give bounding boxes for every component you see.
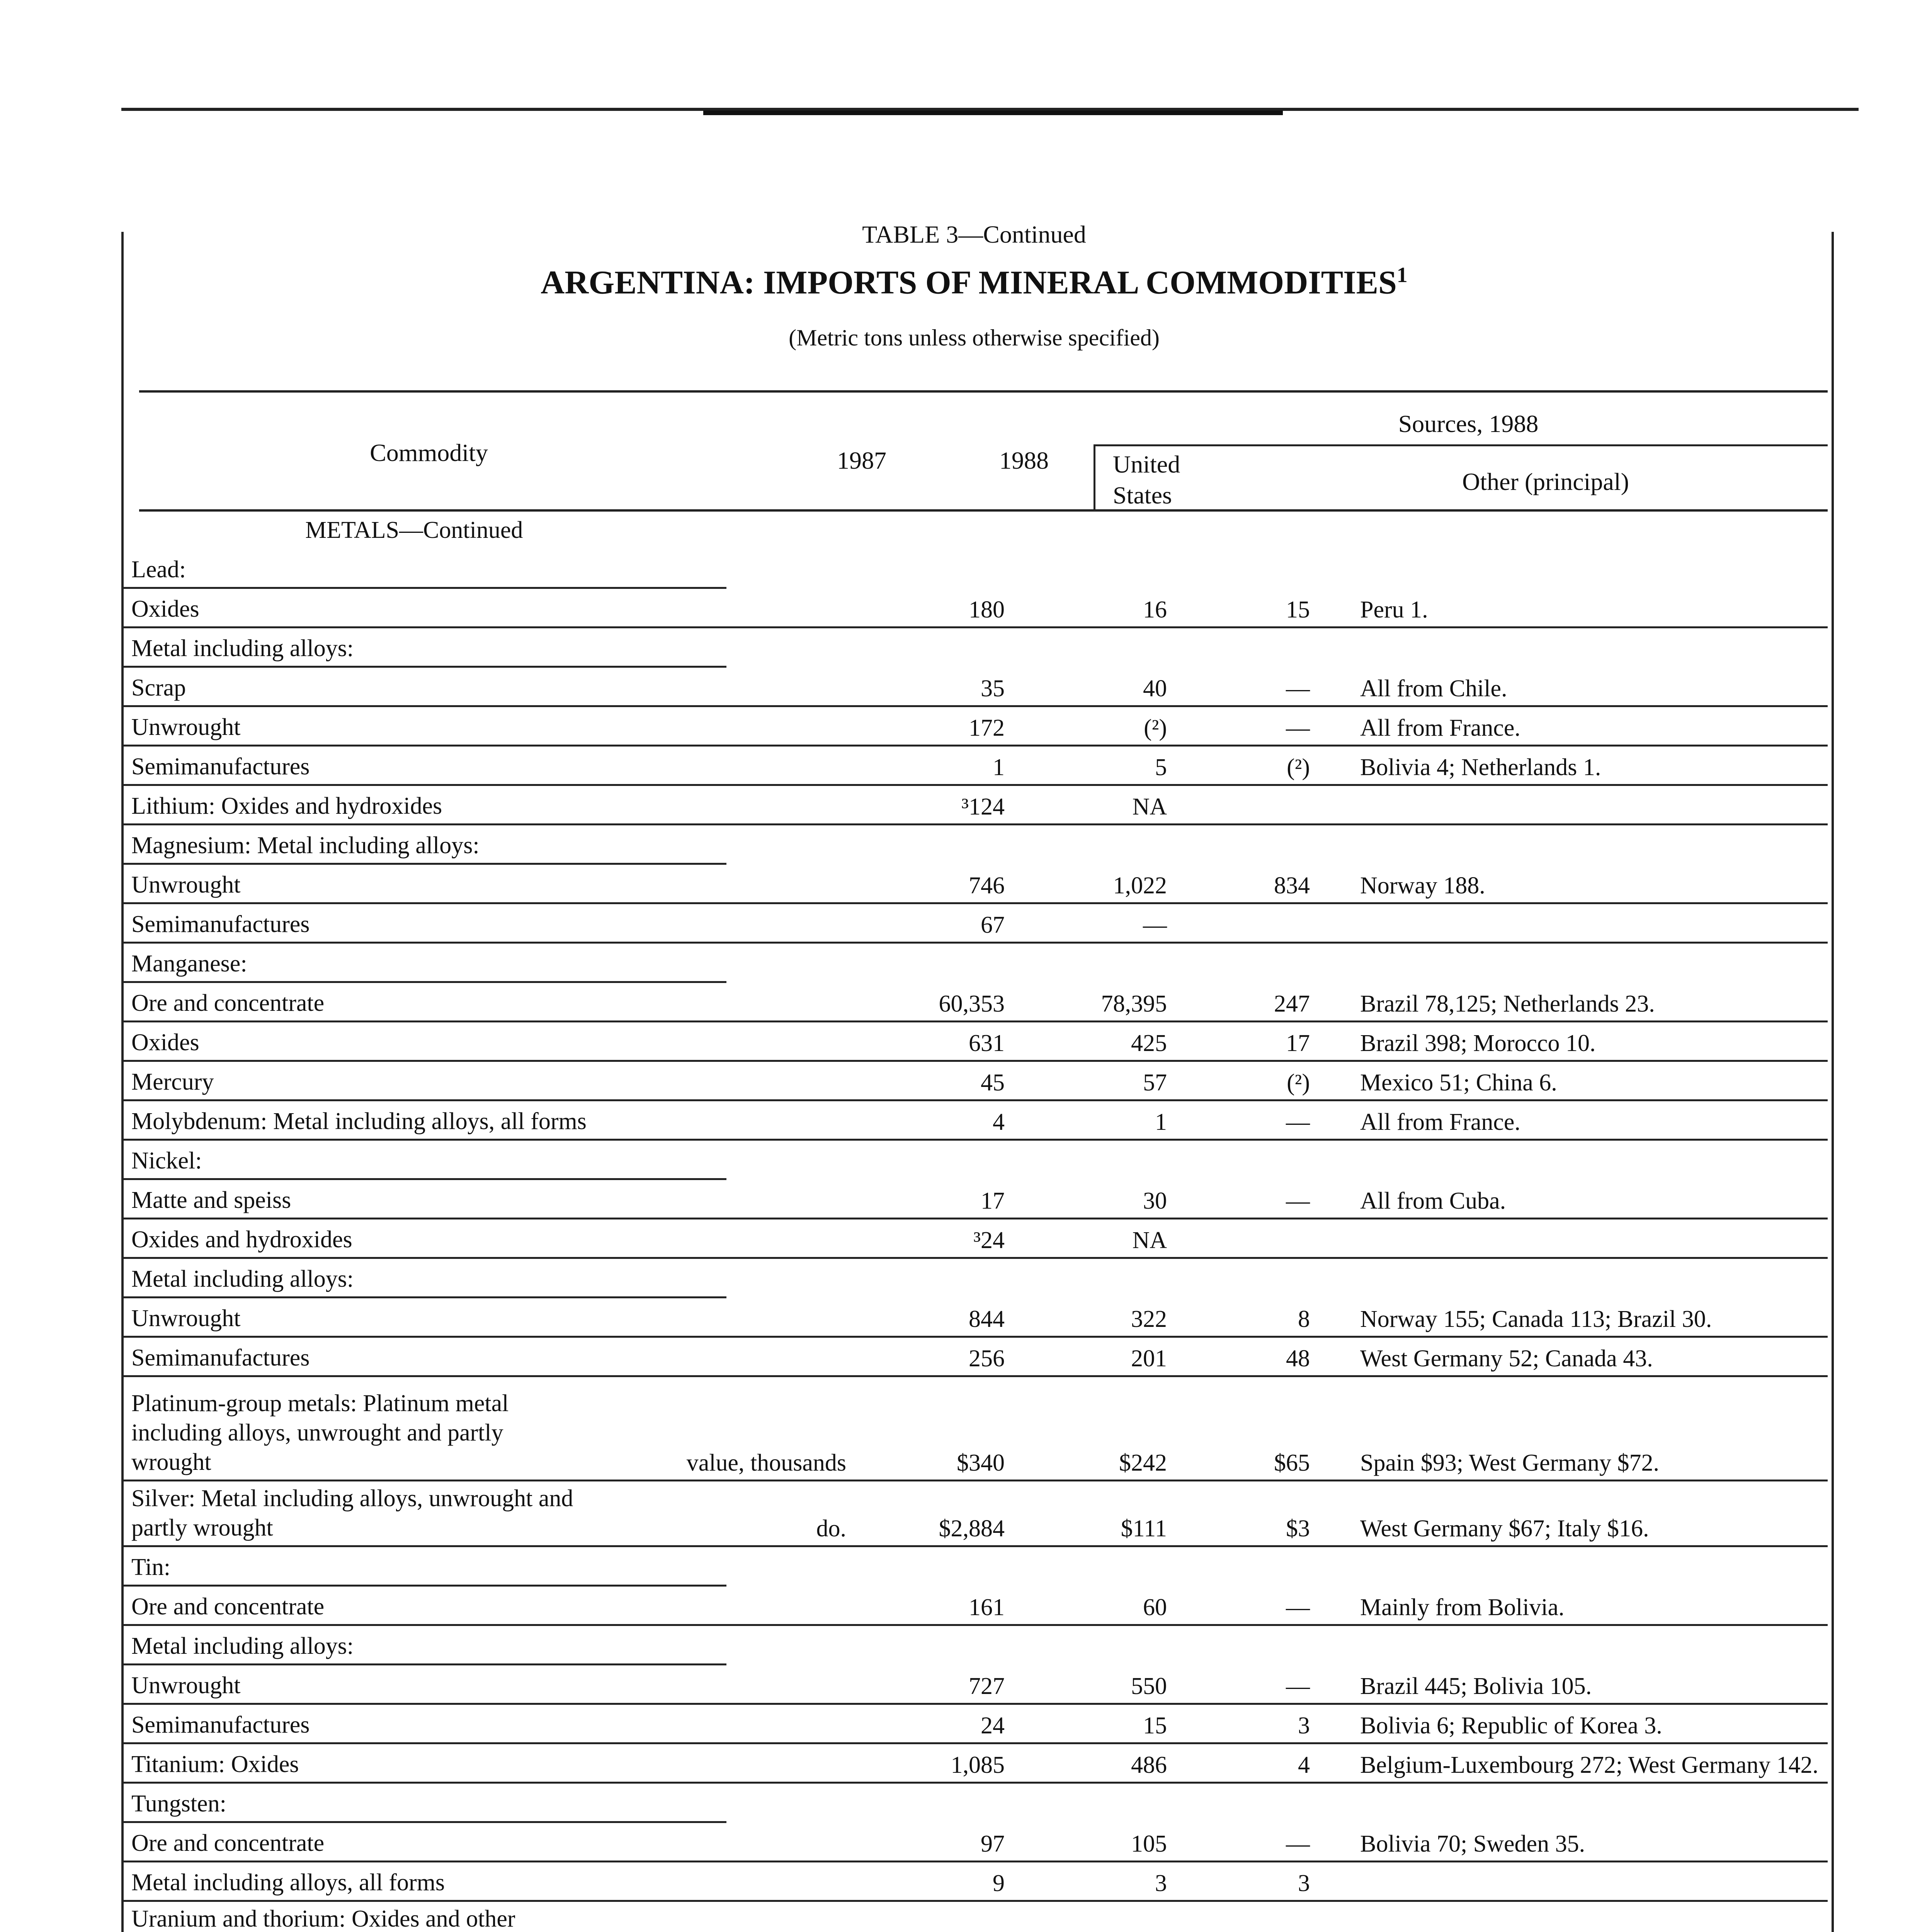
value-united-states: — (1286, 1109, 1310, 1135)
commodity-label: Silver: Metal including alloys, unwrought and partly wrought (131, 1485, 573, 1541)
value-other-sources: Mainly from Bolivia. (1360, 1594, 1565, 1621)
unit-suffix: do. (816, 1515, 846, 1542)
table-row (124, 1823, 1828, 1862)
value-united-states: 247 (1274, 991, 1310, 1017)
table-row (124, 1902, 1828, 1932)
value-1987: 4 (993, 1109, 1005, 1135)
value-united-states: — (1286, 1673, 1310, 1699)
table-row (124, 1259, 1828, 1298)
table-row (124, 1377, 1828, 1481)
value-1987: $2,884 (939, 1515, 1005, 1542)
commodity-label: Ore and concentrate (131, 1594, 325, 1620)
commodity-label: Unwrought (131, 714, 241, 740)
commodity-label: Ore and concentrate (131, 990, 325, 1016)
table-title-text: ARGENTINA: IMPORTS OF MINERAL COMMODITIES (541, 264, 1397, 301)
value-1988: 57 (1143, 1070, 1167, 1096)
value-1987: 256 (969, 1345, 1005, 1372)
commodity-label: Tin: (131, 1554, 171, 1580)
value-other-sources: Bolivia 4; Netherlands 1. (1360, 754, 1601, 781)
table-row (124, 1180, 1828, 1219)
table-subtitle: (Metric tons unless otherwise specified) (789, 325, 1160, 350)
table-row (124, 1626, 1828, 1665)
value-1988: 550 (1131, 1673, 1167, 1699)
value-1988: 486 (1131, 1752, 1167, 1778)
table-row (124, 786, 1828, 825)
value-1987: 180 (969, 597, 1005, 623)
us-column-divider (1094, 444, 1095, 510)
value-1988: 78,395 (1101, 991, 1167, 1017)
value-1987: 60,353 (939, 991, 1005, 1017)
value-united-states: $3 (1286, 1515, 1310, 1542)
commodity-label: Lithium: Oxides and hydroxides (131, 793, 442, 819)
value-united-states: — (1286, 1188, 1310, 1214)
value-1987: 631 (969, 1030, 1005, 1056)
value-1988: 3 (1155, 1870, 1167, 1896)
value-1987: 161 (969, 1594, 1005, 1621)
value-1988: 1,022 (1113, 872, 1167, 899)
commodity-label: Matte and speiss (131, 1187, 291, 1213)
table-row (124, 1547, 1828, 1587)
table-row (124, 1481, 1828, 1547)
value-other-sources: West Germany 52; Canada 43. (1360, 1345, 1653, 1372)
value-1987: 24 (981, 1713, 1005, 1739)
table-row (124, 1784, 1828, 1823)
value-united-states: (²) (1287, 1070, 1310, 1096)
value-other-sources: West Germany $67; Italy $16. (1360, 1515, 1649, 1542)
unit-suffix: value, thousands (686, 1450, 846, 1476)
table-row (124, 1062, 1828, 1101)
commodity-label: Metal including alloys: (131, 1266, 354, 1292)
value-1987: 844 (969, 1306, 1005, 1332)
value-other-sources: Bolivia 70; Sweden 35. (1360, 1831, 1585, 1857)
commodity-label: Platinum-group metals: Platinum metal including alloys, unwrought and partly wrought (131, 1390, 509, 1475)
table-row (124, 944, 1828, 983)
section-label: METALS—Continued (305, 517, 523, 543)
top-rule-accent (703, 111, 1283, 115)
value-1987: 746 (969, 872, 1005, 899)
commodity-label: Metal including alloys: (131, 1633, 354, 1659)
title-footnote-marker: 1 (1396, 263, 1408, 287)
header-sources: Sources, 1988 (1398, 410, 1539, 437)
commodity-label: Oxides (131, 1029, 199, 1056)
table-row (124, 549, 1828, 589)
table-row (124, 1298, 1828, 1338)
value-1987: 45 (981, 1070, 1005, 1096)
right-margin-line (1832, 232, 1834, 1932)
value-other-sources: All from France. (1360, 715, 1520, 741)
value-1988: $242 (1119, 1450, 1167, 1476)
table-row (124, 904, 1828, 944)
commodity-label: Molybdenum: Metal including alloys, all forms (131, 1108, 587, 1134)
value-1988: 105 (1131, 1831, 1167, 1857)
table-row (124, 865, 1828, 904)
value-1987: ³24 (973, 1227, 1005, 1253)
value-united-states: (²) (1287, 754, 1310, 781)
value-1988: — (1143, 912, 1167, 938)
table-row (124, 1219, 1828, 1259)
commodity-label: Semimanufactures (131, 753, 310, 780)
value-other-sources: Norway 188. (1360, 872, 1485, 899)
value-other-sources: Brazil 398; Morocco 10. (1360, 1030, 1596, 1056)
value-1987: ³124 (961, 794, 1005, 820)
table-row (124, 825, 1828, 865)
table-row (124, 1338, 1828, 1377)
value-united-states: — (1286, 1831, 1310, 1857)
value-other-sources: Brazil 445; Bolivia 105. (1360, 1673, 1592, 1699)
table-row (124, 707, 1828, 747)
commodity-label: Oxides and hydroxides (131, 1226, 352, 1253)
section-header-row (124, 510, 1828, 549)
commodity-label: Nickel: (131, 1148, 202, 1174)
value-united-states: 3 (1298, 1713, 1310, 1739)
sources-rule (1094, 444, 1828, 446)
value-other-sources: All from France. (1360, 1109, 1520, 1135)
value-other-sources: Bolivia 6; Republic of Korea 3. (1360, 1713, 1662, 1739)
table-row (124, 1744, 1828, 1784)
value-1987: 17 (981, 1188, 1005, 1214)
header-top-rule (139, 390, 1828, 393)
value-1988: $111 (1121, 1515, 1167, 1542)
value-other-sources: Brazil 78,125; Netherlands 23. (1360, 991, 1655, 1017)
value-1988: 201 (1131, 1345, 1167, 1372)
value-1988: 1 (1155, 1109, 1167, 1135)
value-1987: 1 (993, 754, 1005, 781)
value-1988: 30 (1143, 1188, 1167, 1214)
table-row (124, 1141, 1828, 1180)
value-1988: NA (1132, 1227, 1167, 1253)
value-united-states: 834 (1274, 872, 1310, 899)
value-other-sources: Norway 155; Canada 113; Brazil 30. (1360, 1306, 1712, 1332)
table-row (124, 983, 1828, 1022)
commodity-label: Unwrought (131, 872, 241, 898)
value-1988: 425 (1131, 1030, 1167, 1056)
commodity-label: Ore and concentrate (131, 1830, 325, 1856)
commodity-label: Lead: (131, 556, 186, 583)
header-commodity: Commodity (370, 439, 488, 466)
value-1988: 60 (1143, 1594, 1167, 1621)
commodity-label: Semimanufactures (131, 1345, 310, 1371)
header-other: Other (principal) (1462, 468, 1629, 495)
table-row (124, 1665, 1828, 1705)
value-united-states: 3 (1298, 1870, 1310, 1896)
commodity-label: Metal including alloys: (131, 635, 354, 662)
table-row (124, 747, 1828, 786)
value-united-states: $65 (1274, 1450, 1310, 1476)
value-united-states: 17 (1286, 1030, 1310, 1056)
value-1987: 97 (981, 1831, 1005, 1857)
commodity-label: Metal including alloys, all forms (131, 1869, 445, 1896)
commodity-label: Semimanufactures (131, 1712, 310, 1738)
table-row (124, 1705, 1828, 1744)
commodity-label: Magnesium: Metal including alloys: (131, 832, 480, 859)
value-1987: 172 (969, 715, 1005, 741)
header-1988: 1988 (999, 447, 1049, 474)
value-1988: (²) (1144, 715, 1167, 741)
commodity-label: Scrap (131, 675, 186, 701)
value-1987: $340 (957, 1450, 1005, 1476)
table-number: TABLE 3—Continued (862, 221, 1086, 248)
value-1987: 9 (993, 1870, 1005, 1896)
table-row (124, 589, 1828, 628)
commodity-label: Tungsten: (131, 1791, 226, 1817)
commodity-label: Unwrought (131, 1305, 241, 1332)
commodity-label: Semimanufactures (131, 911, 310, 937)
table-row (124, 1101, 1828, 1141)
table-row (124, 1587, 1828, 1626)
table-row (124, 1862, 1828, 1902)
value-1987: 1,085 (951, 1752, 1005, 1778)
value-1988: 322 (1131, 1306, 1167, 1332)
value-other-sources: Mexico 51; China 6. (1360, 1070, 1557, 1096)
header-united-states: United States (1113, 451, 1180, 509)
value-other-sources: Belgium-Luxembourg 272; West Germany 142. (1360, 1752, 1819, 1778)
value-1987: 35 (981, 675, 1005, 702)
value-united-states: 48 (1286, 1345, 1310, 1372)
value-united-states: — (1286, 675, 1310, 702)
value-united-states: — (1286, 1594, 1310, 1621)
table-row (124, 668, 1828, 707)
imports-table (124, 510, 1828, 1932)
value-1987: 727 (969, 1673, 1005, 1699)
value-united-states: 15 (1286, 597, 1310, 623)
value-other-sources: All from Cuba. (1360, 1188, 1506, 1214)
commodity-label: Manganese: (131, 951, 247, 977)
table-title (0, 263, 1932, 302)
commodity-label: Oxides (131, 596, 199, 622)
value-other-sources: Spain $93; West Germany $72. (1360, 1450, 1659, 1476)
value-1987: 67 (981, 912, 1005, 938)
commodity-label: Unwrought (131, 1672, 241, 1699)
value-united-states: — (1286, 715, 1310, 741)
value-1988: 16 (1143, 597, 1167, 623)
value-other-sources: Peru 1. (1360, 597, 1428, 623)
header-1987: 1987 (837, 447, 886, 474)
commodity-label: Titanium: Oxides (131, 1751, 299, 1777)
table-row (124, 1022, 1828, 1062)
value-1988: 15 (1143, 1713, 1167, 1739)
commodity-label: Uranium and thorium: Oxides and other (131, 1906, 515, 1932)
value-other-sources: All from Chile. (1360, 675, 1507, 702)
table-row (124, 628, 1828, 668)
value-1988: NA (1132, 794, 1167, 820)
value-1988: 5 (1155, 754, 1167, 781)
value-1988: 40 (1143, 675, 1167, 702)
commodity-label: Mercury (131, 1069, 214, 1095)
value-united-states: 8 (1298, 1306, 1310, 1332)
value-united-states: 4 (1298, 1752, 1310, 1778)
